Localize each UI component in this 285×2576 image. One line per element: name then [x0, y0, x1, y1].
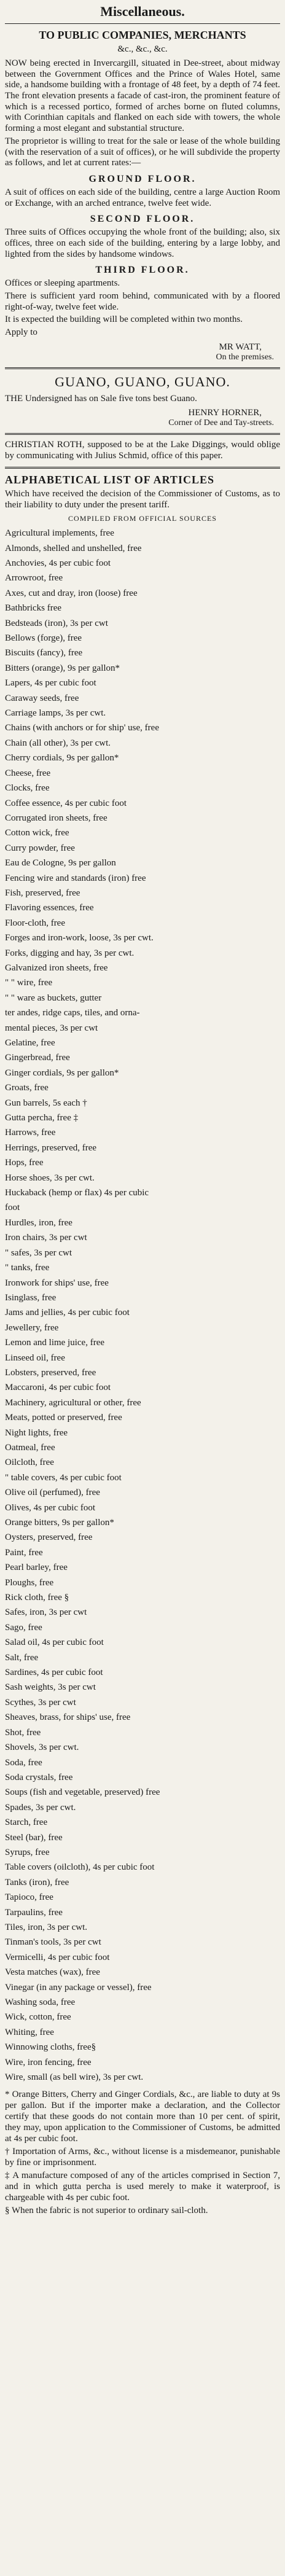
list-item: Fish, preserved, free [5, 888, 80, 898]
list-item: Oilcloth, free [5, 1458, 54, 1468]
list-title: ALPHABETICAL LIST OF ARTICLES [5, 473, 214, 486]
second-floor-heading: SECOND FLOOR. [90, 214, 195, 225]
list-item: Herrings, preserved, free [5, 1142, 97, 1153]
list-item: Forges and iron-work, loose, 3s per cwt. [5, 933, 154, 943]
list-item: Cheese, free [5, 768, 51, 778]
list-item: Anchovies, 4s per cubic foot [5, 558, 111, 568]
list-item: Bitters (orange), 9s per gallon* [5, 663, 120, 673]
list-item: Vermicelli, 4s per cubic foot [5, 1952, 110, 1962]
divider [5, 23, 280, 24]
ad-public-companies [5, 29, 280, 362]
list-item: Groats, free [5, 1083, 49, 1093]
list-item: Paint, free [5, 1547, 43, 1558]
list-item: " table covers, 4s per cubic foot [5, 1472, 122, 1483]
list-item: Shot, free [5, 1727, 41, 1738]
list-item: Oatmeal, free [5, 1442, 55, 1453]
ad-christian-roth [5, 440, 280, 461]
list-source-note: COMPILED FROM OFFICIAL SOURCES [68, 514, 217, 523]
list-item: Safes, iron, 3s per cwt [5, 1607, 87, 1618]
ground-floor-heading: GROUND FLOOR. [88, 173, 197, 184]
ad2-signer-note: Corner of Dee and Tay-streets. [168, 418, 274, 428]
list-item: Eau de Cologne, 9s per gallon [5, 858, 116, 868]
list-item: Clocks, free [5, 783, 50, 794]
list-item: Gutta percha, free ‡ [5, 1113, 79, 1123]
list-item: Linseed oil, free [5, 1352, 65, 1363]
list-item: Ploughs, free [5, 1577, 54, 1588]
list-item: Meats, potted or preserved, free [5, 1413, 122, 1423]
list-item: Horse shoes, 3s per cwt. [5, 1173, 95, 1183]
list-intro: Which have received the decision of the Commissioner of Customs, as to their liability to duty under the present tariff. [5, 488, 280, 510]
footnote: § When the fabric is not superior to ordinary sail-cloth. [5, 2206, 208, 2216]
list-item: Washing soda, free [5, 1997, 76, 2007]
list-item: Caraway seeds, free [5, 693, 79, 703]
list-item: Hurdles, iron, free [5, 1217, 72, 1228]
list-item: Ironwork for ships' use, free [5, 1278, 109, 1288]
newspaper-column [0, 4, 285, 2576]
list-item: Corrugated iron sheets, free [5, 813, 107, 823]
list-item: Table covers (oilcloth), 4s per cubic foot [5, 1862, 155, 1873]
list-item: Oysters, preserved, free [5, 1532, 93, 1543]
list-item: Starch, free [5, 1817, 48, 1828]
list-item: Isinglass, free [5, 1292, 57, 1303]
list-item: Lobsters, preserved, free [5, 1367, 96, 1378]
list-item: Forks, digging and hay, 3s per cwt. [5, 948, 135, 958]
list-item: Steel (bar), free [5, 1832, 63, 1843]
list-item: Carriage lamps, 3s per cwt. [5, 708, 106, 719]
list-item: Maccaroni, 4s per cubic foot [5, 1383, 111, 1393]
ad1-body2: The proprietor is willing to treat for the sale or lease of the whole building (with the reservation of a suit of offices), or he will subdivide the property as follows, and let at current rates:— [5, 136, 280, 168]
list-item: Fencing wire and standards (iron) free [5, 873, 146, 883]
list-item: Arrowroot, free [5, 573, 63, 584]
list-item: Sheaves, brass, for ships' use, free [5, 1712, 131, 1723]
list-item: Wick, cotton, free [5, 2012, 71, 2023]
list-item: Shovels, 3s per cwt. [5, 1743, 79, 1753]
apply-text: Apply to [5, 327, 37, 338]
list-item: foot [5, 1203, 20, 1213]
list-item: Machinery, agricultural or other, free [5, 1397, 141, 1408]
list-item: Winnowing cloths, free§ [5, 2042, 96, 2053]
list-item: Jams and jellies, 4s per cubic foot [5, 1308, 130, 1318]
list-item: Coffee essence, 4s per cubic foot [5, 798, 127, 808]
list-item: Chains (with anchors or for ship' use, free [5, 723, 159, 733]
list-item: Wire, small (as bell wire), 3s per cwt. [5, 2072, 144, 2083]
list-item: Orange bitters, 9s per gallon* [5, 1518, 114, 1528]
list-item: Spades, 3s per cwt. [5, 1802, 76, 1813]
list-item: " safes, 3s per cwt [5, 1247, 72, 1258]
footnote: † Importation of Arms, &c., without license is a misdemeanor, punishable by fine or imprisonment. [5, 2147, 280, 2168]
ad2-signer: HENRY HORNER, [188, 408, 262, 418]
ad1-body: NOW being erected in Invercargill, situated in Dee-street, about midway between the Government Offices and the Prince of Wales Hotel, same side, a handsome building with a frontage of 48 feet, by a depth of 74 feet. The front elevation presents a facade of cast-iron, the prominent feature of which is a recessed portico, formed of arches borne on fluted columns, with Corinthian capitals and flanked on each side with towers, the whole forming a most elegant and substantial structure. [5, 58, 280, 134]
list-item: Gelatine, free [5, 1038, 55, 1048]
list-item: Jewellery, free [5, 1322, 59, 1333]
list-item: Rick cloth, free § [5, 1593, 69, 1603]
list-item: Flavoring essences, free [5, 903, 94, 913]
section-heading: Miscellaneous. [100, 4, 185, 19]
list-item: Iron chairs, 3s per cwt [5, 1233, 87, 1243]
list-item: ter andes, ridge caps, tiles, and orna- [5, 1008, 140, 1018]
list-item: " tanks, free [5, 1263, 50, 1273]
list-item: Tanks (iron), free [5, 1877, 69, 1887]
list-item: Sardines, 4s per cubic foot [5, 1668, 103, 1678]
list-item: Curry powder, free [5, 843, 75, 853]
footnote: * Orange Bitters, Cherry and Ginger Cordials, &c., are liable to duty at 9s per gallon. But if the importer make a declaration, and the Collector certify that these goods do not contain more than 10 per cent. of spirit, they may, upon application to the Commissioner of Customs, be admitted at 4s per cubic foot. [5, 2090, 280, 2144]
ad1-signer-note: On the premises. [216, 352, 274, 362]
ad1-signer: MR WATT, [219, 342, 262, 352]
list-item: " " wire, free [5, 978, 53, 988]
list-item: " " ware as buckets, gutter [5, 993, 102, 1003]
list-item: Whiting, free [5, 2027, 54, 2037]
list-item: Chain (all other), 3s per cwt. [5, 738, 111, 748]
list-item: Huckaback (hemp or flax) 4s per cubic [5, 1188, 149, 1198]
list-item: Galvanized iron sheets, free [5, 962, 108, 973]
list-item: Soups (fish and vegetable, preserved) free [5, 1787, 160, 1798]
list-item: Lapers, 4s per cubic foot [5, 678, 96, 689]
list-item: Hops, free [5, 1158, 44, 1168]
divider [5, 433, 280, 435]
divider [5, 367, 280, 369]
footnote: ‡ A manufacture composed of any of the articles comprised in Section 7, and in which gutta percha is used merely to make it waterproof, is chargeable with 4s per cubic foot. [5, 2171, 280, 2203]
footnotes [5, 2089, 280, 2216]
list-item: Salad oil, 4s per cubic foot [5, 1637, 104, 1648]
list-item: Pearl barley, free [5, 1563, 68, 1573]
list-item: Vesta matches (wax), free [5, 1967, 100, 1978]
list-item: Ginger cordials, 9s per gallon* [5, 1067, 119, 1078]
articles-list-section [5, 474, 280, 2217]
list-item: Axes, cut and dray, iron (loose) free [5, 588, 138, 598]
articles-list [5, 526, 280, 2085]
yard-text: There is sufficient yard room behind, communicated with by a floored right-of-way, twelve feet wide. [5, 291, 280, 312]
list-item: Tapioco, free [5, 1892, 53, 1903]
list-item: Cherry cordials, 9s per gallon* [5, 753, 119, 763]
list-item: Almonds, shelled and unshelled, free [5, 543, 142, 553]
second-floor-text: Three suits of Offices occupying the whole front of the building; also, six offices, three on each side of the building, entering by a large lobby, and lighted from the sides by handsome windows. [5, 227, 280, 259]
list-item: Agricultural implements, free [5, 528, 114, 539]
list-item: Floor-cloth, free [5, 918, 65, 928]
ad2-body: THE Undersigned has on Sale five tons best Guano. [5, 393, 197, 404]
list-item: Soda crystals, free [5, 1772, 73, 1782]
list-item: Tarpaulins, free [5, 1907, 63, 1918]
list-item: Wire, iron fencing, free [5, 2057, 92, 2067]
list-item: Gingerbread, free [5, 1053, 70, 1063]
list-item: Sago, free [5, 1622, 42, 1633]
list-item: Tinman's tools, 3s per cwt [5, 1937, 101, 1948]
ad-guano [5, 374, 280, 429]
completion-text: It is expected the building will be completed within two months. [5, 314, 243, 325]
ad1-title: TO PUBLIC COMPANIES, MERCHANTS [39, 29, 246, 41]
list-item: Olives, 4s per cubic foot [5, 1502, 96, 1513]
list-item: Biscuits (fancy), free [5, 648, 83, 658]
list-item: Olive oil (perfumed), free [5, 1488, 100, 1498]
list-item: Vinegar (in any package or vessel), free [5, 1982, 152, 1992]
list-item: Harrows, free [5, 1128, 56, 1138]
list-item: Night lights, free [5, 1427, 68, 1438]
list-item: Bedsteads (iron), 3s per cwt [5, 618, 108, 628]
list-item: Soda, free [5, 1757, 42, 1768]
ad1-subline: &c., &c., &c. [117, 44, 168, 54]
list-item: mental pieces, 3s per cwt [5, 1023, 98, 1033]
third-floor-heading: THIRD FLOOR. [95, 265, 190, 276]
list-item: Scythes, 3s per cwt [5, 1697, 76, 1708]
ad2-title: GUANO, GUANO, GUANO. [55, 373, 230, 389]
third-floor-text: Offices or sleeping apartments. [5, 278, 120, 289]
list-item: Bellows (forge), free [5, 633, 82, 644]
ground-floor-text: A suit of offices on each side of the building, centre a large Auction Room or Exchange, with an arched entrance, twelve feet wide. [5, 187, 280, 208]
list-item: Sash weights, 3s per cwt [5, 1682, 96, 1693]
divider [5, 467, 280, 469]
list-item: Gun barrels, 5s each † [5, 1098, 87, 1108]
list-item: Cotton wick, free [5, 828, 69, 838]
list-item: Salt, free [5, 1652, 39, 1663]
list-item: Bathbricks free [5, 603, 62, 614]
list-item: Lemon and lime juice, free [5, 1338, 105, 1348]
list-item: Syrups, free [5, 1847, 50, 1857]
ad3-body: CHRISTIAN ROTH, supposed to be at the Lake Diggings, would oblige by communicating with Julius Schmid, office of this paper. [5, 440, 280, 461]
list-item: Tiles, iron, 3s per cwt. [5, 1922, 88, 1932]
